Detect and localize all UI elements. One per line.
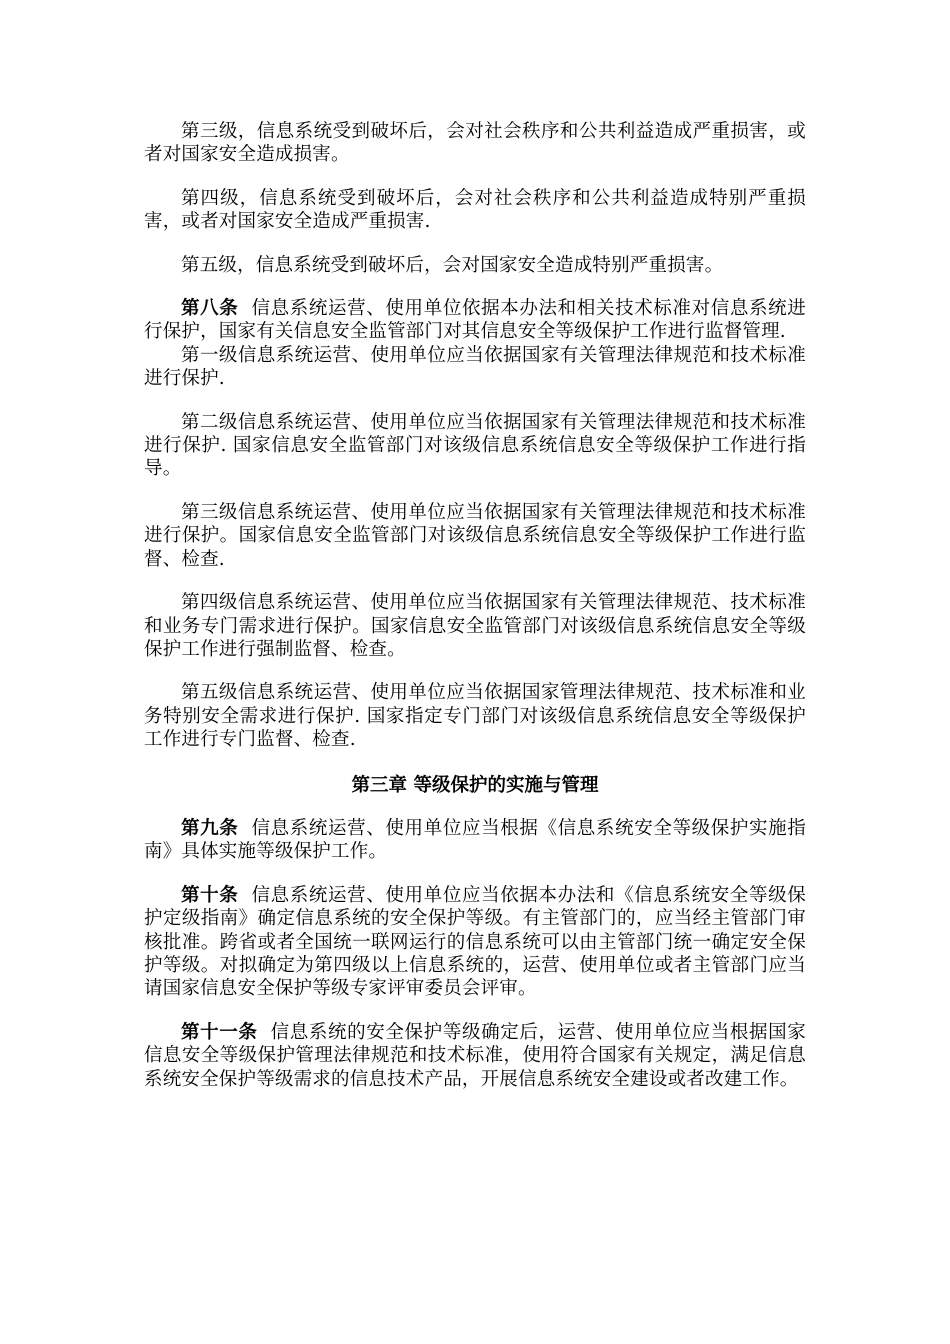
paragraph-level-4-protection: 第四级信息系统运营、使用单位应当依据国家有关管理法律规范、技术标准和业务专门需求进行保护。国家信息安全监管部门对该级信息系统信息安全等级保护工作进行强制监督、检查。: [144, 592, 806, 660]
paragraph-level-4-definition: 第四级，信息系统受到破坏后，会对社会秩序和公共利益造成特别严重损害，或者对国家安全造成严重损害.: [144, 187, 806, 233]
article-11: [144, 1021, 806, 1091]
article-11-text: 信息系统的安全保护等级确定后，运营、使用单位应当根据国家信息安全等级保护管理法律规范和技术标准，使用符合国家有关规定，满足信息系统安全保护等级需求的信息技术产品，开展信息系统安全建设或者改建工作。: [144, 1021, 806, 1090]
article-8-title: 第八条: [181, 298, 239, 320]
paragraph-level-1-protection: 第一级信息系统运营、使用单位应当依据国家有关管理法律规范和技术标准进行保护.: [144, 344, 806, 390]
article-9: [144, 817, 806, 864]
paragraph-level-3-definition: 第三级，信息系统受到破坏后，会对社会秩序和公共利益造成严重损害，或者对国家安全造成损害。: [144, 121, 806, 166]
paragraph-level-2-protection: 第二级信息系统运营、使用单位应当依据国家有关管理法律规范和技术标准进行保护. 国家信息安全监管部门对该级信息系统信息安全等级保护工作进行指导。: [144, 411, 806, 480]
paragraph-level-3-protection: 第三级信息系统运营、使用单位应当依据国家有关管理法律规范和技术标准进行保护。国家信息安全监管部门对该级信息系统信息安全等级保护工作进行监督、检查.: [144, 501, 806, 570]
paragraph-level-5-protection: 第五级信息系统运营、使用单位应当依据国家管理法律规范、技术标准和业务特别安全需求进行保护. 国家指定专门部门对该级信息系统信息安全等级保护工作进行专门监督、检查.: [144, 682, 806, 751]
chapter-heading: 第三章 等级保护的实施与管理: [351, 774, 599, 796]
article-10-title: 第十条: [181, 884, 239, 906]
article-11-title: 第十一条: [181, 1021, 258, 1043]
article-9-title: 第九条: [181, 817, 239, 839]
article-8-text: 信息系统运营、使用单位依据本办法和相关技术标准对信息系统进行保护，国家有关信息安全监管部门对其信息安全等级保护工作进行监督管理.: [144, 298, 806, 343]
document-page: [144, 120, 806, 1091]
article-8: [144, 297, 806, 344]
article-10-text: 信息系统运营、使用单位应当依据本办法和《信息系统安全等级保护定级指南》确定信息系统的安全保护等级。有主管部门的，应当经主管部门审核批准。跨省或者全国统一联网运行的信息系统可以由主管部门统一确定安全保护等级。对拟确定为第四级以上信息系统的，运营、使用单位或者主管部门应当请国家信息安全保护等级专家评审委员会评审。: [144, 884, 806, 1000]
article-9-text: 信息系统运营、使用单位应当根据《信息系统安全等级保护实施指南》具体实施等级保护工作。: [144, 817, 806, 863]
paragraph-level-5-definition: 第五级，信息系统受到破坏后，会对国家安全造成特别严重损害。: [181, 254, 724, 276]
article-10: [144, 884, 806, 1001]
